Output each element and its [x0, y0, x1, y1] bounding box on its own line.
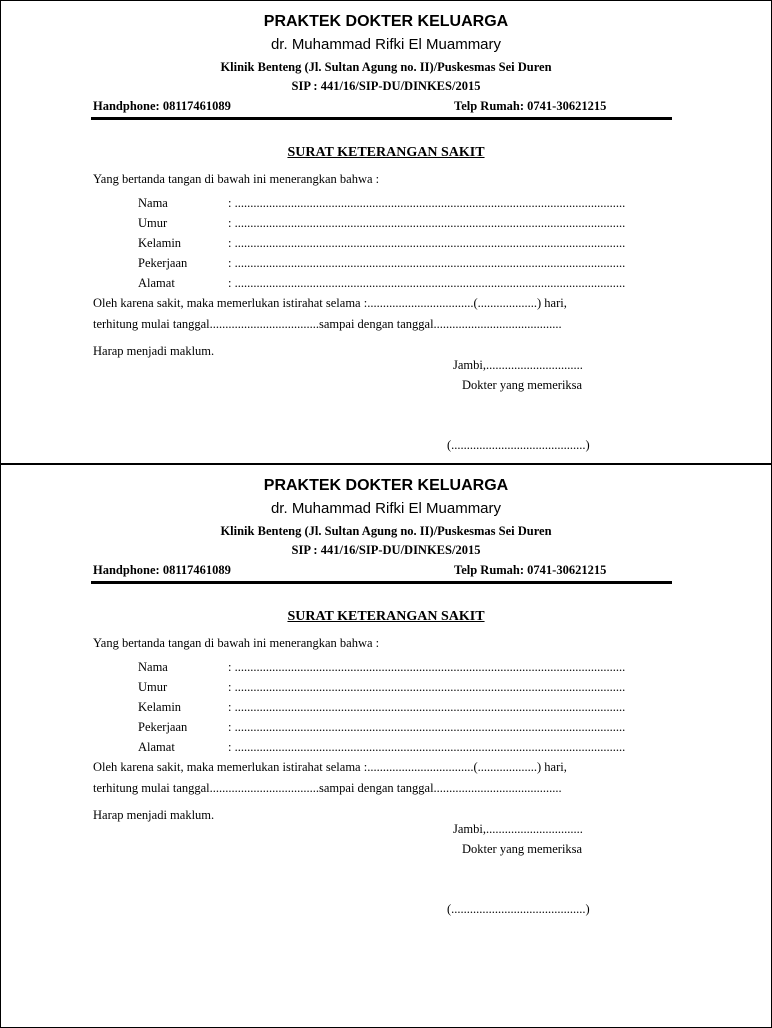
sick-statement: Oleh karena sakit, maka memerlukan istirahat selama :..................................(...................) hari, — [93, 296, 567, 310]
field-label-umur: Umur — [138, 680, 168, 694]
field-label-nama: Nama — [138, 196, 168, 210]
intro-text: Yang bertanda tangan di bawah ini menerangkan bahwa : — [93, 172, 380, 186]
field-label-pekerjaan: Pekerjaan — [138, 720, 188, 734]
signature-line: (...........................................) — [447, 902, 590, 916]
field-line-umur: : ............................................................................................................................. — [228, 680, 626, 694]
sip-number: SIP : 441/16/SIP-DU/DINKES/2015 — [291, 543, 481, 557]
header-rule — [91, 117, 672, 120]
closing-text: Harap menjadi maklum. — [93, 808, 215, 822]
period-statement: terhitung mulai tanggal...................................sampai dengan tanggal......................................... — [93, 317, 562, 331]
home-phone: Telp Rumah: 0741-30621215 — [454, 99, 607, 113]
field-label-kelamin: Kelamin — [138, 700, 182, 714]
clinic-title: PRAKTEK DOKTER KELUARGA — [263, 13, 509, 30]
signature-line: (...........................................) — [447, 438, 590, 452]
sick-letter-form-1 — [0, 0, 772, 462]
field-line-kelamin: : ............................................................................................................................. — [228, 236, 626, 250]
field-label-kelamin: Kelamin — [138, 236, 182, 250]
clinic-title: PRAKTEK DOKTER KELUARGA — [263, 477, 509, 494]
sick-letter-form-2 — [0, 464, 772, 926]
field-line-kelamin: : ............................................................................................................................. — [228, 700, 626, 714]
home-phone: Telp Rumah: 0741-30621215 — [454, 563, 607, 577]
clinic-address: Klinik Benteng (Jl. Sultan Agung no. II)/Puskesmas Sei Duren — [220, 524, 552, 538]
handphone: Handphone: 08117461089 — [93, 99, 231, 113]
field-line-pekerjaan: : ............................................................................................................................. — [228, 720, 626, 734]
period-statement: terhitung mulai tanggal...................................sampai dengan tanggal......................................... — [93, 781, 562, 795]
field-line-umur: : ............................................................................................................................. — [228, 216, 626, 230]
field-label-alamat: Alamat — [138, 276, 175, 290]
field-label-nama: Nama — [138, 660, 168, 674]
sick-statement: Oleh karena sakit, maka memerlukan istirahat selama :..................................(...................) hari, — [93, 760, 567, 774]
examiner-label: Dokter yang memeriksa — [462, 842, 583, 856]
closing-text: Harap menjadi maklum. — [93, 344, 215, 358]
handphone: Handphone: 08117461089 — [93, 563, 231, 577]
document-title: SURAT KETERANGAN SAKIT — [287, 609, 485, 624]
intro-text: Yang bertanda tangan di bawah ini menerangkan bahwa : — [93, 636, 380, 650]
city-date: Jambi,............................... — [453, 822, 583, 836]
header-rule — [91, 581, 672, 584]
sip-number: SIP : 441/16/SIP-DU/DINKES/2015 — [291, 79, 481, 93]
clinic-address: Klinik Benteng (Jl. Sultan Agung no. II)/Puskesmas Sei Duren — [220, 60, 552, 74]
field-line-alamat: : ............................................................................................................................. — [228, 740, 626, 754]
field-line-nama: : ............................................................................................................................. — [228, 660, 626, 674]
field-line-pekerjaan: : ............................................................................................................................. — [228, 256, 626, 270]
field-line-nama: : ............................................................................................................................. — [228, 196, 626, 210]
doctor-name: dr. Muhammad Rifki El Muammary — [270, 36, 502, 53]
field-line-alamat: : ............................................................................................................................. — [228, 276, 626, 290]
field-label-umur: Umur — [138, 216, 168, 230]
field-label-alamat: Alamat — [138, 740, 175, 754]
document-title: SURAT KETERANGAN SAKIT — [287, 145, 485, 160]
field-label-pekerjaan: Pekerjaan — [138, 256, 188, 270]
city-date: Jambi,............................... — [453, 358, 583, 372]
examiner-label: Dokter yang memeriksa — [462, 378, 583, 392]
doctor-name: dr. Muhammad Rifki El Muammary — [270, 500, 502, 517]
